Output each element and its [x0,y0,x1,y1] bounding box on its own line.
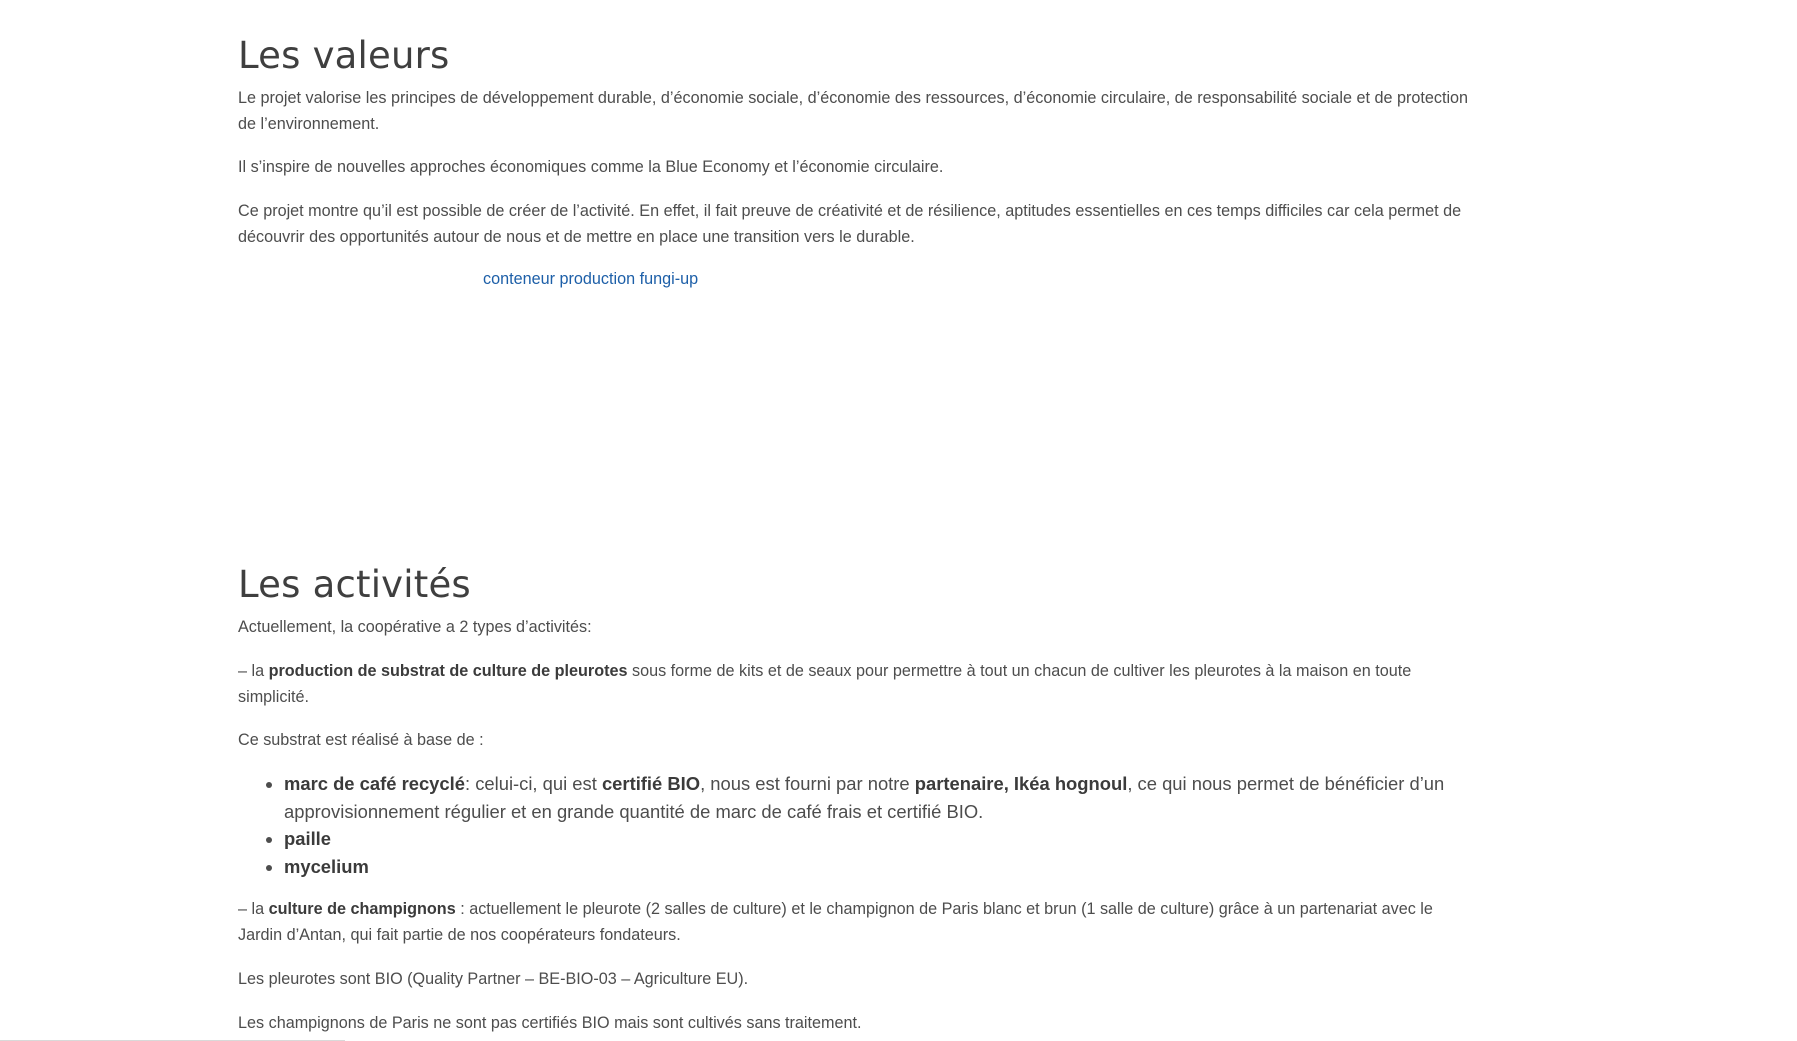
list-item-3-bold: mycelium [284,855,369,877]
activite-2-prefix: – la [238,900,269,918]
list-item [284,853,1478,881]
substrat-intro: Ce substrat est réalisé à base de : [238,731,484,749]
list-item [284,825,1478,853]
paragraph-champignons-paris: Les champignons de Paris ne sont pas certifiés BIO mais sont cultivés sans traitement. [238,1014,862,1032]
section-activites [238,563,1478,1036]
list-item-1-text-1: : celui-ci, qui est [464,773,602,794]
list-item-2-bold: paille [284,828,332,849]
paragraph-pleurotes-bio: Les pleurotes sont BIO (Quality Partner – BE-BIO-03 – Agriculture EU). [238,970,749,988]
image-link-conteneur[interactable]: conteneur production fungi-up [483,270,699,288]
list-item-1-text-3: , ce qui nous permet de bénéficier d’un approvisionnement régulier et en grande quantité de marc de café frais et certifié BIO. [284,773,1445,822]
list-item-1-text-2: , nous est fourni par notre [700,773,915,794]
activite-1-rest: sous forme de kits et de seaux pour permettre à tout un chacun de cultiver les pleurotes à la maison en toute simplicité. [238,662,1412,706]
section-title-activites: Les activités [238,563,471,606]
activite-2-paragraph [238,896,1478,948]
list-item-1-bold-1: marc de café recyclé [284,773,465,794]
image-caption-row [238,266,1478,292]
activite-2-rest: : actuellement le pleurote (2 salles de culture) et le champignon de Paris blanc et brun (1 salle de culture) grâce à un partenariat avec le Jardin d’Antan, qui fait partie de nos coopérateurs fondateurs. [238,900,1433,944]
activite-1-paragraph [238,658,1478,710]
substrat-list [238,770,1478,880]
activites-intro: Actuellement, la coopérative a 2 types d’activités: [238,618,592,636]
section-title-valeurs: Les valeurs [238,34,450,77]
activite-2-bold: culture de champignons [268,900,456,918]
list-item-1-bold-2: certifié BIO [601,773,701,794]
list-item-1-bold-3: partenaire, Ikéa hognoul [914,773,1128,794]
section-valeurs [238,34,1478,292]
activite-1-prefix: – la [238,662,269,680]
valeurs-paragraph-1: Le projet valorise les principes de développement durable, d’économie sociale, d’économie des ressources, d’économie circulaire, de responsabilité sociale et de protection de l’environnement. [238,89,1469,133]
list-item [284,770,1478,825]
activite-1-bold: production de substrat de culture de pleurotes [268,662,628,680]
valeurs-paragraph-2: Il s’inspire de nouvelles approches économiques comme la Blue Economy et l’économie circulaire. [238,158,944,176]
valeurs-paragraph-3: Ce projet montre qu’il est possible de créer de l’activité. En effet, il fait preuve de créativité et de résilience, aptitudes essentielles en ces temps difficiles car cela permet de découvrir des opportunités autour de nous et de mettre en place une transition vers le durable. [238,202,1462,246]
